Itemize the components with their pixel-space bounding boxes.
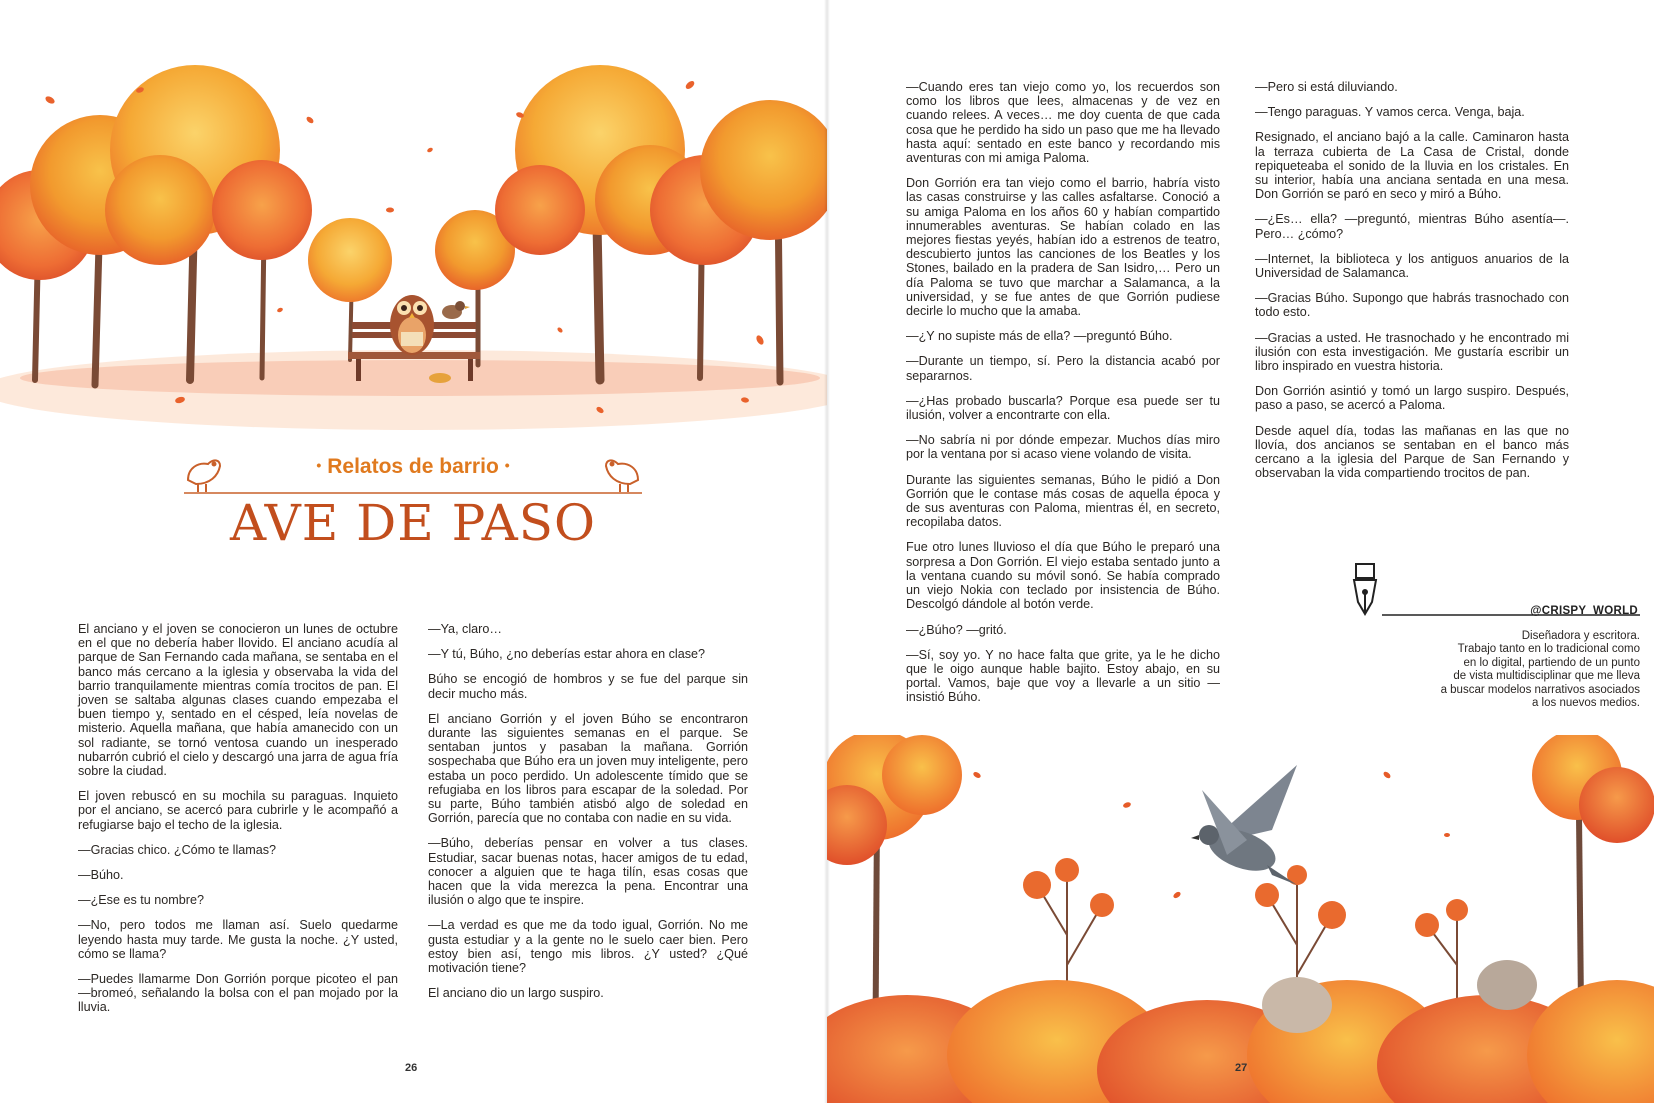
page-number-right: 27 — [1235, 1062, 1248, 1074]
paragraph: Resignado, el anciano bajó a la calle. Caminaron hasta la terraza cubierta de La Casa de Cristal, donde repiqueteaba el sonido de la lluvia en los cristales. En su interior, había una anciana sentada en una mesa. Don Gorrión se paró en seco y miró a Búho. — [1255, 130, 1569, 202]
paragraph: —¿Has probado buscarla? Porque esa puede ser tu ilusión, volver a encontrarte con ella. — [906, 393, 1220, 423]
paragraph: —La verdad es que me da todo igual, Gorrión. No me gusta estudiar y a la gente no le suelo caer bien. Pero estoy bien así, tengo mis libros. ¿Y usted? ¿Qué motivación tiene? — [428, 918, 748, 976]
paragraph: Búho se encogió de hombros y se fue del parque sin decir mucho más. — [428, 672, 748, 701]
paragraph: Don Gorrión asintió y tomó un largo suspiro. Después, paso a paso, se acercó a Paloma. — [1255, 384, 1569, 413]
paragraph: El anciano y el joven se conocieron un lunes de octubre en el que no debería haber llovido. El anciano acudía al parque de San Fernando cada mañana, se sentaba en el banco más cercano a la iglesia y observaba la vida del barrio tranquilamente mientras comía trocitos de pan. El joven se saltaba algunas clases cuando empezaba el buen tiempo y, sentado en el césped, leía novelas de misterio. Aquella mañana, que había amanecido con un sol radiante, se tornó ventosa cuando un inesperado nubarrón cubrió el cielo y descargó una jarra de agua fría sobre la ciudad. — [78, 622, 398, 779]
paragraph: —¿Es… ella? —preguntó, mientras Búho asentía—. Pero… ¿cómo? — [1255, 212, 1569, 241]
author-bio: Diseñadora y escritora. Trabajo tanto en lo tradicional como en lo digital, partiendo de un punto de vista multidisciplinar que me lleva a buscar modelos narrativos asociados a los nuevos medios. — [1440, 630, 1640, 710]
paragraph: —Y tú, Búho, ¿no deberías estar ahora en clase? — [428, 647, 706, 662]
paragraph: —Durante un tiempo, sí. Pero la distancia acabó por separarnos. — [906, 354, 1220, 383]
paragraph: —Gracias Búho. Supongo que habrás trasnochado con todo esto. — [1255, 291, 1569, 320]
paragraph: Durante las siguientes semanas, Búho le pidió a Don Gorrión que le contase más cosas de aquella época y de sus aventuras con Paloma, mientras él, en secreto, recopilaba datos. — [906, 472, 1220, 530]
pigeon-icon — [1191, 765, 1297, 885]
autumn-bushes-illustration — [827, 735, 1654, 1103]
paragraph: —No sabría ni por dónde empezar. Muchos días miro por la ventana por si acaso viene volando de visita. — [906, 433, 1220, 462]
page-number-left: 26 — [405, 1062, 418, 1074]
paragraph: —Puedes llamarme Don Gorrión porque picoteo el pan —bromeó, señalando la bolsa con el pan mojado por la lluvia. — [78, 972, 398, 1015]
paragraph: —¿Búho? —gritó. — [906, 622, 1007, 637]
text-column-3 — [906, 80, 1220, 716]
paragraph: —¿Ese es tu nombre? — [78, 893, 204, 908]
text-column-1 — [78, 622, 398, 1026]
paragraph: —Cuando eres tan viejo como yo, los recuerdos son como los libros que lees, almacenas y de vez en cuando relees. A veces… me doy cuenta de que cada cosa que he perdido ha sido un paso que me ha llevado hasta aquí: sentado en este banco y recordando mis aventuras con mi amiga Paloma. — [906, 80, 1220, 166]
paragraph: —Ya, claro… — [428, 622, 502, 636]
paragraph: El joven rebuscó en su mochila su paraguas. Inquieto por el anciano, se acercó para cubrirle y le acompañó a refugiarse bajo el techo de la iglesia. — [78, 789, 398, 832]
sparrow-icon — [442, 301, 470, 319]
section-kicker: • Relatos de barrio • — [316, 455, 510, 478]
article-title: AVE DE PASO — [229, 494, 596, 552]
paragraph: Don Gorrión era tan viejo como el barrio, habría visto las casas construirse y las calles asfaltarse. Conoció a su amiga Paloma en los años 60 y habían compartido innumerables aventuras. Se habían colado en las mejores fiestas yeyés, habían ido a estrenos de teatro, descubierto juntos las canciones de los Beatles y los Stones, bailado en la pradera de San Isidro,… Pero un día Paloma se tuvo que marchar a Salamanca, a la universidad, y se fue antes de que Gorrión pudiese decirle lo mucho que la amaba. — [906, 176, 1220, 319]
paragraph: —Búho, deberías pensar en volver a tus clases. Estudiar, sacar buenas notas, hacer amigos de tu edad, conocer a alguien que te haga tilín, esas cosas que hacen que la vida merezca la pena. Encontrar una ilusión o algo que te inspire. — [428, 836, 748, 908]
paragraph: —Pero si está diluviando. — [1255, 80, 1398, 94]
paragraph: Desde aquel día, todas las mañanas en las que no llovía, dos ancianos se sentaban en el banco más cercano a la iglesia del Parque de San Fernando y observaban la vida compartiendo trocitos de pan. — [1255, 423, 1569, 481]
autumn-park-illustration — [0, 60, 827, 430]
paragraph: —¿Y no supiste más de ella? —preguntó Búho. — [906, 329, 1173, 344]
paragraph: —Sí, soy yo. Y no hace falta que grite, ya le he dicho que le oigo aunque hable bajito. Estoy abajo, en su portal. Vamos, baje que voy a llevarle a un sitio —insistió Búho. — [906, 647, 1220, 705]
paragraph: El anciano Gorrión y el joven Búho se encontraron durante las siguientes semanas en el parque. Se sentaban juntos y pasaban la mañana. Gorrión sospechaba que Búho era un joven muy inteligente, pero estaba un poco perdido. Un adolescente tímido que se refugiaba en los libros para escapar de la soledad. Por su parte, Búho también atisbó algo de soledad en Gorrión, parecía que no contaba con nadie en su vida. — [428, 711, 748, 826]
paragraph: —Gracias chico. ¿Cómo te llamas? — [78, 842, 277, 857]
text-column-2 — [428, 622, 748, 1011]
text-column-4 — [1255, 80, 1569, 491]
paragraph: —No, pero todos me llaman así. Suelo quedarme leyendo hasta muy tarde. Me gusta la noche. ¿Y usted, cómo se llama? — [78, 918, 398, 961]
paragraph: —Búho. — [78, 868, 124, 883]
paragraph: —Internet, la biblioteca y los antiguos anuarios de la Universidad de Salamanca. — [1255, 251, 1569, 281]
paragraph: —Gracias a usted. He trasnochado y he encontrado mi ilusión con esta investigación. Me gustaría escribir un libro inspirado en vuestra historia. — [1255, 330, 1569, 374]
owl-icon — [390, 295, 434, 355]
paragraph: El anciano dio un largo suspiro. — [428, 986, 604, 1001]
paragraph: Fue otro lunes lluvioso el día que Búho le preparó una sorpresa a Don Gorrión. El viejo estaba sentado junto a la ventana cuando su móvil sonó. Se había comprado un viejo Nokia con teclado por insistencia de Búho. Descolgó dándole al botón verde. — [906, 540, 1220, 612]
paragraph: —Tengo paraguas. Y vamos cerca. Venga, baja. — [1255, 105, 1525, 120]
fountain-pen-icon — [1354, 564, 1376, 614]
author-handle: @CRISPY_WORLD — [1530, 605, 1638, 617]
